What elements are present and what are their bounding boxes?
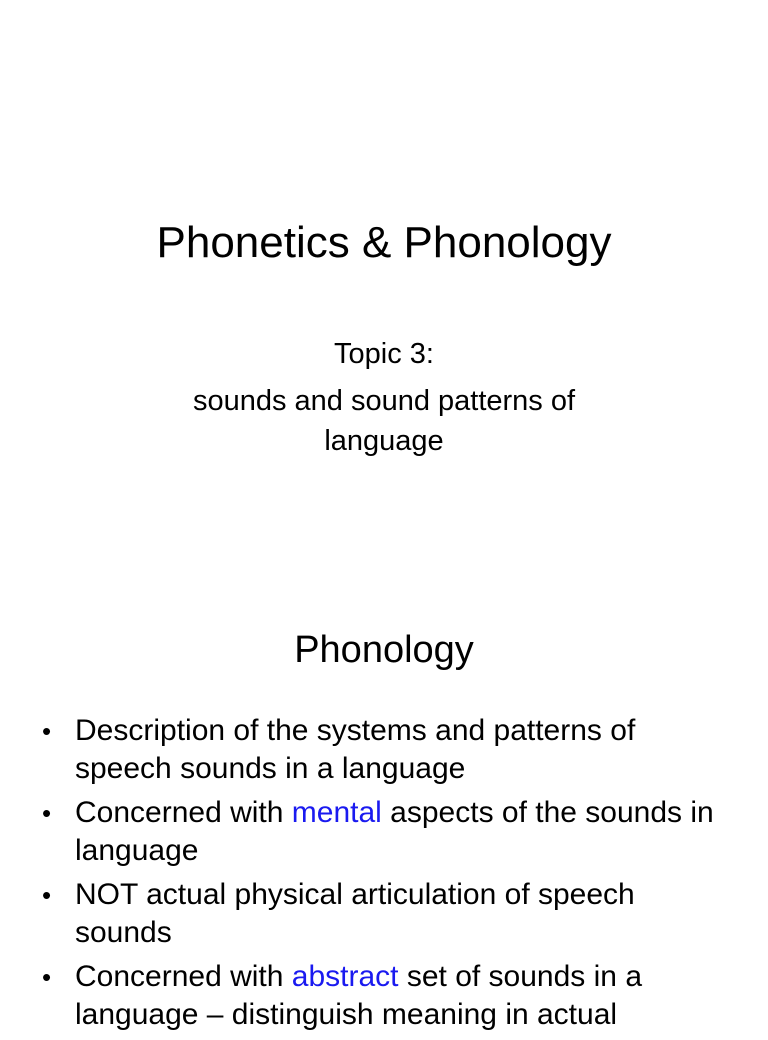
- bullet-text-before: Concerned with: [75, 796, 292, 829]
- bullet-item: [42, 958, 732, 1034]
- highlight-word: mental: [291, 796, 382, 829]
- bullet-item: [42, 876, 732, 952]
- topic-label: Topic 3:: [334, 338, 434, 370]
- section-title: Phonology: [294, 629, 474, 671]
- bullet-text-after: aspects of the sounds in language: [75, 796, 714, 867]
- slide-title: Phonetics & Phonology: [156, 218, 612, 267]
- bullet-text: Description of the systems and patterns of speech sounds in a language: [75, 714, 636, 785]
- bullet-icon: •: [42, 962, 52, 992]
- highlight-word: abstract: [291, 960, 399, 993]
- bullet-list: [42, 712, 732, 1040]
- bullet-icon: •: [42, 880, 52, 910]
- bullet-text: NOT actual physical articulation of speech sounds: [75, 878, 635, 949]
- topic-description: sounds and sound patterns of language: [192, 385, 576, 457]
- bullet-text-after: set of sounds in a language – distinguish meaning in actual: [75, 960, 643, 1031]
- bullet-text-before: Concerned with: [75, 960, 292, 993]
- bullet-icon: •: [42, 716, 52, 746]
- bullet-item: [42, 794, 732, 870]
- slide-subtitle: [0, 334, 768, 461]
- bullet-item: [42, 712, 732, 788]
- bullet-icon: •: [42, 798, 52, 828]
